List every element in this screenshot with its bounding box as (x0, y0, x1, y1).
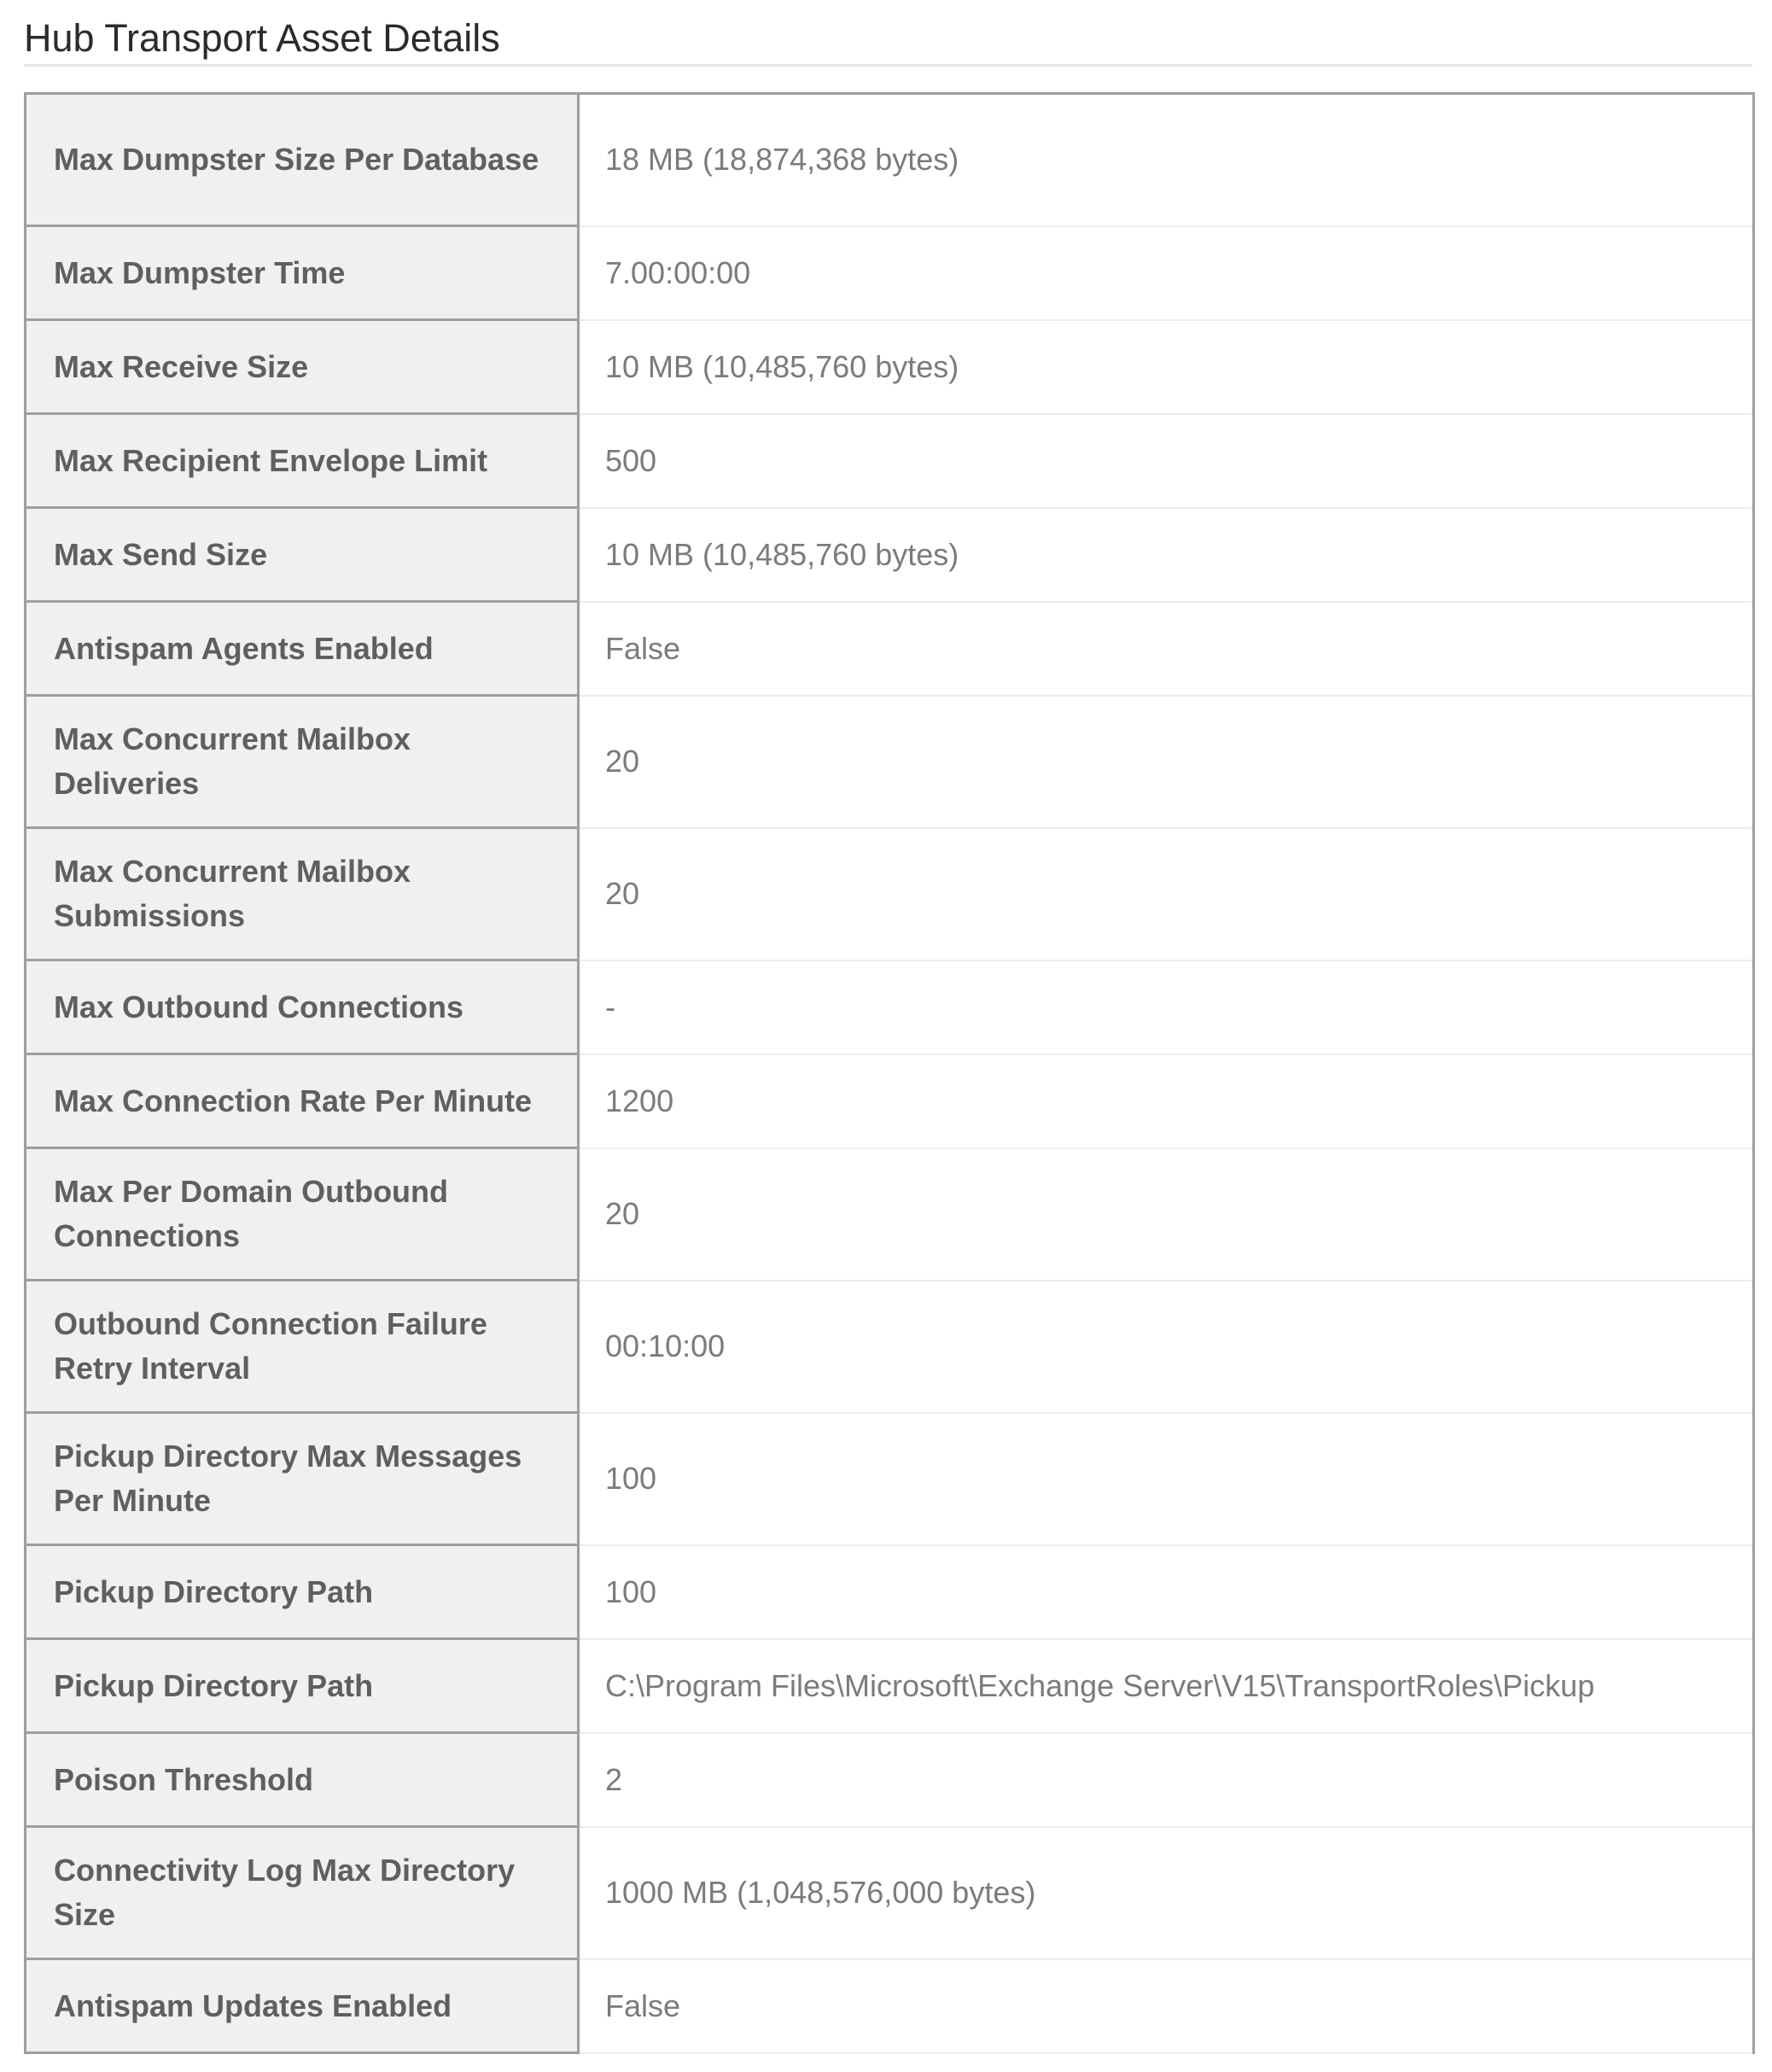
table-row (26, 414, 1754, 508)
row-value: False (579, 602, 1754, 696)
row-label: Max Recipient Envelope Limit (26, 414, 579, 508)
section-title: Hub Transport Asset Details (24, 16, 500, 60)
row-value: 20 (579, 1148, 1754, 1281)
table-row (26, 696, 1754, 828)
row-label: Max Receive Size (26, 320, 579, 414)
row-label: Max Dumpster Time (26, 226, 579, 320)
row-label: Connectivity Log Max Directory Size (26, 1827, 579, 1959)
title-divider (24, 64, 1752, 67)
table-row (26, 1054, 1754, 1148)
row-value: 100 (579, 1545, 1754, 1639)
row-value: 10 MB (10,485,760 bytes) (579, 320, 1754, 414)
row-label: Max Concurrent Mailbox Deliveries (26, 696, 579, 828)
table-row (26, 1733, 1754, 1827)
row-value: 18 MB (18,874,368 bytes) (579, 94, 1754, 226)
table-row (26, 1281, 1754, 1413)
table-row (26, 1639, 1754, 1733)
table-row (26, 1545, 1754, 1639)
row-value: 20 (579, 696, 1754, 828)
row-label: Outbound Connection Failure Retry Interval (26, 1281, 579, 1413)
asset-details-table (24, 92, 1755, 2054)
row-label: Max Dumpster Size Per Database (26, 94, 579, 226)
row-label: Max Concurrent Mailbox Submissions (26, 828, 579, 960)
table-row (26, 226, 1754, 320)
row-label: Max Connection Rate Per Minute (26, 1054, 579, 1148)
table-row (26, 94, 1754, 226)
row-label: Max Send Size (26, 508, 579, 602)
row-label: Max Outbound Connections (26, 960, 579, 1054)
table-row (26, 602, 1754, 696)
table-row (26, 320, 1754, 414)
row-label: Antispam Updates Enabled (26, 1959, 579, 2053)
table-row (26, 960, 1754, 1054)
row-value: 10 MB (10,485,760 bytes) (579, 508, 1754, 602)
row-value: 20 (579, 828, 1754, 960)
row-label: Max Per Domain Outbound Connections (26, 1148, 579, 1281)
row-label: Pickup Directory Max Messages Per Minute (26, 1413, 579, 1545)
row-value: - (579, 960, 1754, 1054)
row-value: 00:10:00 (579, 1281, 1754, 1413)
row-label: Pickup Directory Path (26, 1639, 579, 1733)
row-value: 1000 MB (1,048,576,000 bytes) (579, 1827, 1754, 1959)
table-row (26, 1827, 1754, 1959)
table-row (26, 1413, 1754, 1545)
row-value: C:\Program Files\Microsoft\Exchange Server\V15\TransportRoles\Pickup (579, 1639, 1754, 1733)
hub-transport-section (24, 0, 1752, 2054)
table-row (26, 1959, 1754, 2053)
row-value: 2 (579, 1733, 1754, 1827)
row-value: 7.00:00:00 (579, 226, 1754, 320)
row-value: 500 (579, 414, 1754, 508)
table-row (26, 828, 1754, 960)
row-value: False (579, 1959, 1754, 2053)
row-label: Antispam Agents Enabled (26, 602, 579, 696)
row-label: Pickup Directory Path (26, 1545, 579, 1639)
table-row (26, 1148, 1754, 1281)
row-value: 100 (579, 1413, 1754, 1545)
row-value: 1200 (579, 1054, 1754, 1148)
row-label: Poison Threshold (26, 1733, 579, 1827)
table-row (26, 508, 1754, 602)
